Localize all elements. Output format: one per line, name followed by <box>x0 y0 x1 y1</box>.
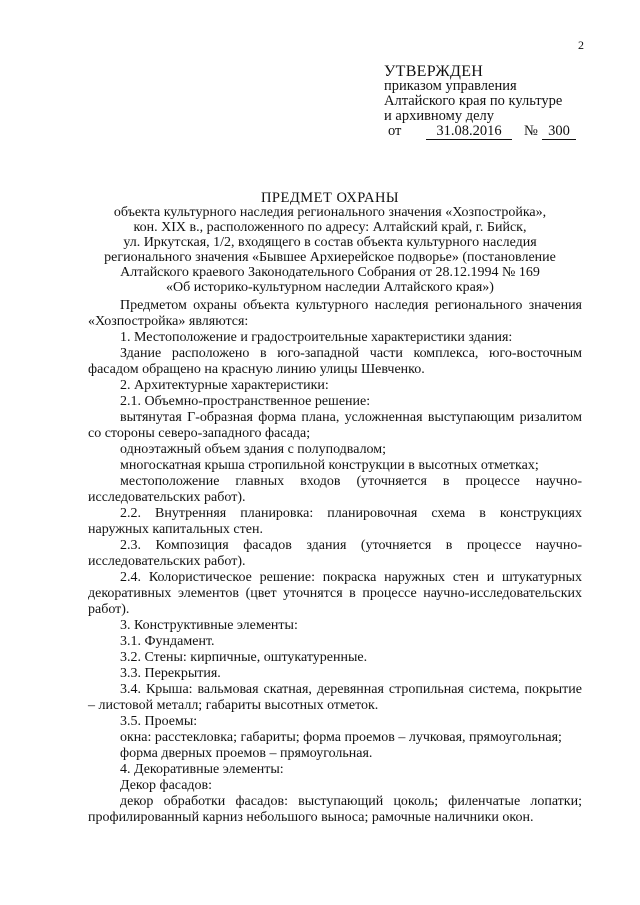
approval-date: 31.08.2016 <box>426 124 512 140</box>
body-paragraph: 4. Декоративные элементы: <box>120 762 284 777</box>
body-paragraph: 3. Конструктивные элементы: <box>120 618 298 633</box>
approval-stamp <box>384 64 604 140</box>
body-paragraph: Декор фасадов: <box>120 778 213 793</box>
approval-number: 300 <box>542 124 576 140</box>
approval-ot: от <box>388 123 402 139</box>
document-heading: ПРЕДМЕТ ОХРАНЫ <box>260 190 400 206</box>
approval-line: Алтайского края по культуре <box>384 93 563 109</box>
document-subheading <box>70 205 590 295</box>
body-paragraph: 2.3. Композиция фасадов здания (уточняется в процессе научно-исследовательских работ). <box>88 538 582 569</box>
subheading-line: кон. XIX в., расположенного по адресу: Алтайский край, г. Бийск, <box>133 220 527 235</box>
approval-line: и архивному делу <box>384 108 495 124</box>
subheading-line: ул. Иркутская, 1/2, входящего в состав объекта культурного наследия <box>123 235 537 250</box>
body-paragraph: 3.3. Перекрытия. <box>120 666 221 681</box>
body-paragraph: 3.1. Фундамент. <box>120 634 215 649</box>
body-paragraph: Здание расположено в юго-западной части комплекса, юго-восточным фасадом обращено на красную линию улицы Шевченко. <box>88 346 582 377</box>
body-paragraph: 2.4. Колористическое решение: покраска наружных стен и штукатурных декоративных элементов (цвет уточнятся в процессе научно-исследовательских работ). <box>88 570 582 617</box>
body-paragraph: 2. Архитектурные характеристики: <box>120 378 329 393</box>
subheading-line: «Об историко-культурном наследии Алтайского края») <box>166 280 494 295</box>
body-paragraph: 2.2. Внутренняя планировка: планировочная схема в конструкциях наружных капитальных стен. <box>88 506 582 537</box>
body-paragraph: 3.5. Проемы: <box>120 714 198 729</box>
body-paragraph: Предметом охраны объекта культурного наследия регионального значения «Хозпостройка» являются: <box>88 298 582 329</box>
approval-order-line <box>384 124 604 140</box>
subheading-line: Алтайского краевого Законодательного Собрания от 28.12.1994 № 169 <box>120 265 540 280</box>
body-paragraph: 2.1. Объемно-пространственное решение: <box>120 394 371 409</box>
body-paragraph: 1. Местоположение и градостроительные характеристики здания: <box>120 330 513 345</box>
body-paragraph: многоскатная крыша стропильной конструкции в высотных отметках; <box>120 458 539 473</box>
document-body <box>88 298 582 826</box>
body-paragraph: 3.2. Стены: кирпичные, оштукатуренные. <box>120 650 368 665</box>
approval-number-sign: № <box>524 123 538 139</box>
body-paragraph: форма дверных проемов – прямоугольная. <box>120 746 373 761</box>
approval-line: приказом управления <box>384 78 517 94</box>
body-paragraph: окна: расстекловка; габариты; форма проемов – лучковая, прямоугольная; <box>120 730 562 745</box>
body-paragraph: одноэтажный объем здания с полуподвалом; <box>120 442 387 457</box>
approval-title: УТВЕРЖДЕН <box>384 63 484 80</box>
body-paragraph: вытянутая Г-образная форма плана, усложненная выступающим ризалитом со стороны северо-западного фасада; <box>88 410 582 441</box>
body-paragraph: декор обработки фасадов: выступающий цоколь; филенчатые лопатки; профилированный карниз небольшого выноса; рамочные наличники окон. <box>88 794 582 825</box>
subheading-line: объекта культурного наследия регионального значения «Хозпостройка», <box>113 205 547 220</box>
body-paragraph: 3.4. Крыша: вальмовая скатная, деревянная стропильная система, покрытие – листовой металл; габариты высотных отметок. <box>88 682 582 713</box>
subheading-line: регионального значения «Бывшее Архиерейское подворье» (постановление <box>104 250 556 265</box>
page-number: 2 <box>578 38 584 52</box>
body-paragraph: местоположение главных входов (уточняется в процессе научно-исследовательских работ). <box>88 474 582 505</box>
